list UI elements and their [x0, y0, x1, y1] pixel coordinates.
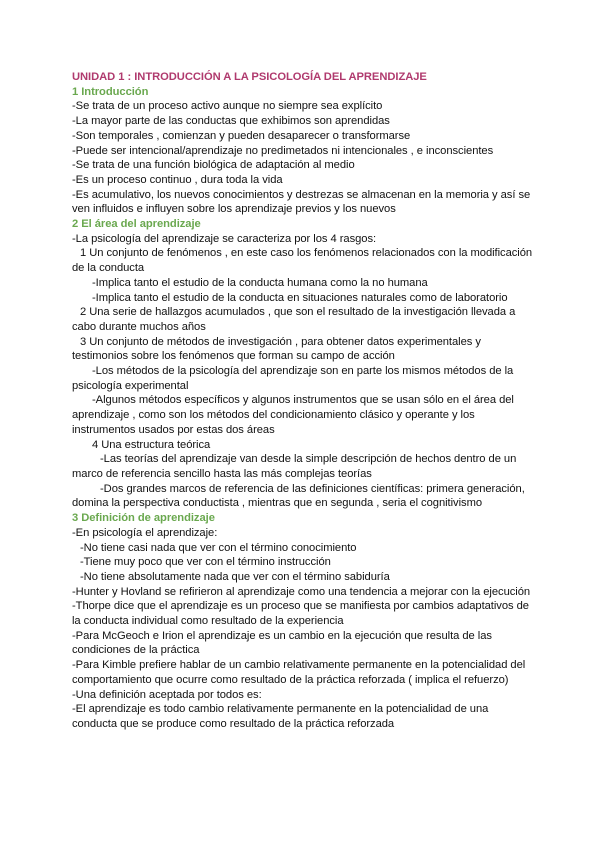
paragraph-line: -Es un proceso continuo , dura toda la vida: [72, 173, 283, 186]
paragraph-line: -Puede ser intencional/aprendizaje no predimetados ni intencionales , e inconscientes: [72, 144, 494, 157]
paragraph-line: -Es acumulativo, los nuevos conocimientos y destrezas se almacenan en la memoria y así se ven influidos e influyen sobre los aprendizaje previos y los nuevos: [72, 188, 531, 216]
rasgo-1-detail: -Implica tanto el estudio de la conducta en situaciones naturales como de laboratorio: [92, 291, 508, 304]
rasgo-3-detail: -Algunos métodos específicos y algunos instrumentos que se usan sólo en el área del aprendizaje , como son los métodos del condicionamiento clásico y operante y los instrumentos usados por estas dos áreas: [72, 394, 514, 436]
section-heading-definicion: 3 Definición de aprendizaje: [72, 512, 215, 525]
document-page: [72, 70, 534, 732]
rasgo-2: 2 Una serie de hallazgos acumulados , que son el resultado de la investigación llevada a cabo durante muchos años: [72, 306, 516, 333]
rasgo-4: 4 Una estructura teórica: [92, 438, 211, 451]
paragraph-line: -La psicología del aprendizaje se caracteriza por los 4 rasgos:: [72, 232, 377, 245]
paragraph-line: -Hunter y Hovland se refirieron al aprendizaje como una tendencia a mejorar con la ejecución: [72, 585, 531, 598]
rasgo-3: 3 Un conjunto de métodos de investigación , para obtener datos experimentales y testimonios sobre los fenómenos que forman su campo de acción: [72, 335, 481, 363]
definition-sub-item: -Tiene muy poco que ver con el término instrucción: [80, 556, 331, 569]
paragraph-line: -Thorpe dice que el aprendizaje es un proceso que se manifiesta por cambios adaptativos de la conducta individual como resultado de la experiencia: [72, 600, 529, 628]
section-heading-introduccion: 1 Introducción: [72, 85, 149, 98]
paragraph-line: -Para Kimble prefiere hablar de un cambio relativamente permanente en la potencialidad del comportamiento que ocurre como resultado de la práctica reforzada ( implica el refuerzo): [72, 659, 526, 686]
rasgo-3-detail: -Los métodos de la psicología del aprendizaje son en parte los mismos métodos de la psicología experimental: [72, 365, 514, 392]
rasgo-4-detail: -Dos grandes marcos de referencia de las definiciones científicas: primera generación, domina la perspectiva conductista , mientras que en segunda , seria el cognitivismo: [72, 482, 525, 510]
paragraph-line: -Son temporales , comienzan y pueden desaparecer o transformarse: [72, 129, 411, 142]
paragraph-line: -Se trata de una función biológica de adaptación al medio: [72, 159, 355, 172]
paragraph-line: -En psicología el aprendizaje:: [72, 526, 218, 539]
rasgo-1: 1 Un conjunto de fenómenos , en este caso los fenómenos relacionados con la modificación de la conducta: [72, 247, 533, 275]
paragraph-line: -Para McGeoch e Irion el aprendizaje es un cambio en la ejecución que resulta de las condiciones de la práctica: [72, 629, 492, 657]
definition-sub-item: -No tiene absolutamente nada que ver con el término sabiduría: [80, 570, 390, 583]
paragraph-line: -El aprendizaje es todo cambio relativamente permanente en la potencialidad de una conducta que se produce como resultado de la práctica reforzada: [72, 703, 489, 730]
rasgo-4-detail: -Las teorías del aprendizaje van desde la simple descripción de hechos dentro de un marco de referencia sencillo hasta las más complejas teorías: [72, 453, 517, 480]
section-heading-area: 2 El área del aprendizaje: [72, 218, 201, 231]
paragraph-line: -Se trata de un proceso activo aunque no siempre sea explícito: [72, 100, 383, 113]
paragraph-line: -La mayor parte de las conductas que exhibimos son aprendidas: [72, 115, 390, 128]
rasgo-1-detail: -Implica tanto el estudio de la conducta humana como la no humana: [92, 276, 428, 289]
definition-sub-item: -No tiene casi nada que ver con el término conocimiento: [80, 541, 357, 554]
document-title: UNIDAD 1 : INTRODUCCIÓN A LA PSICOLOGÍA DEL APRENDIZAJE: [72, 71, 427, 83]
paragraph-line: -Una definición aceptada por todos es:: [72, 688, 262, 701]
